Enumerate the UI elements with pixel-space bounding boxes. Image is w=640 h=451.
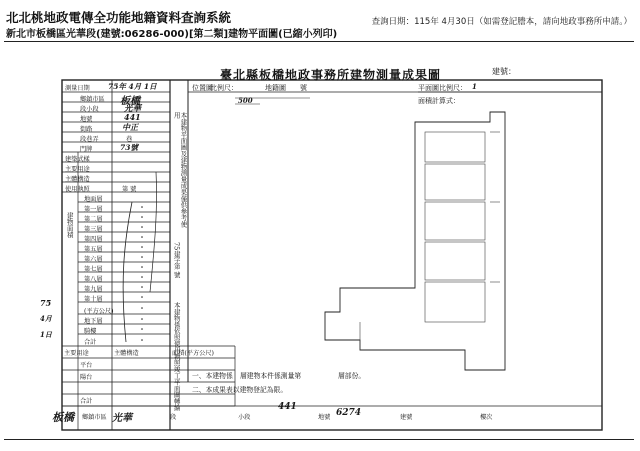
- document-title: 臺北縣板橋地政事務所建物測量成果圖: [220, 68, 442, 82]
- vertical-note-1: 本建物平面圖及建物測量成果僅供參考使用: [172, 112, 188, 228]
- floor-1: 第一層: [84, 206, 103, 213]
- bottom-section-label: 段: [170, 414, 177, 421]
- header-divider: [4, 41, 634, 42]
- number-label: 號: [300, 84, 307, 92]
- plan-linework: [60, 52, 605, 437]
- floors-section-label: 建物面積: [65, 212, 74, 238]
- table-value-district: 板橋: [120, 96, 140, 107]
- floor-10: 第十層: [84, 296, 103, 303]
- bottom-floor-label: 樓次: [480, 414, 493, 421]
- table-value-lot: 441: [124, 112, 141, 122]
- bottom-row-total: 合計: [80, 398, 93, 405]
- floor-5: 第五層: [84, 246, 103, 253]
- doc-number-label: 建號：: [492, 67, 516, 76]
- sub-usage-label: 主要用途: [64, 350, 89, 357]
- table-label-section: 段小段: [80, 106, 99, 113]
- table-label-usage: 主要用途: [65, 166, 90, 173]
- floor-arcade: 騎樓: [84, 328, 97, 335]
- area-calculation-label: 面積計算式：: [418, 97, 460, 105]
- table-value-lane: 巷: [126, 136, 133, 143]
- sub-structure-label: 主體構造: [114, 350, 139, 357]
- sub-area-label: 面積(平方公尺): [172, 350, 214, 357]
- bottom-building-number-label: 建號: [400, 414, 413, 421]
- table-label-lane: 段巷弄: [80, 136, 99, 143]
- floor-2: 第二層: [84, 216, 103, 223]
- building-plan-document: [40, 52, 605, 437]
- table-value-section: 光華: [124, 104, 142, 114]
- floor-plan-scale-label: 平面圖比例尺：: [418, 84, 467, 92]
- floor-6: 第六層: [84, 256, 103, 263]
- document-subtitle: 新北市板橋區光華段(建號:06286-000)[第二類]建物平面圖(已縮小列印): [6, 29, 338, 40]
- table-label-structure: 主體構造: [65, 176, 90, 183]
- plan-note-2: 層建物本件係測量第: [240, 372, 302, 380]
- ink-mark-day: 1日: [40, 330, 52, 339]
- page-title: 北北桃地政電傳全功能地籍資料查詢系統: [6, 10, 232, 25]
- floor-8: 第八層: [84, 276, 103, 283]
- bottom-row-platform: 平台: [80, 362, 93, 369]
- floor-plan-scale-value: 1: [472, 82, 477, 91]
- plan-note-3: 層部份。: [338, 372, 366, 380]
- ink-mark-year: 75: [40, 298, 52, 308]
- cadastral-map-label: 地籍圖: [265, 84, 286, 92]
- table-label-street: 街路: [80, 126, 93, 133]
- table-label-permit: 使用執照: [65, 186, 90, 193]
- location-map-label: 位置圖: [192, 84, 213, 92]
- table-label-door: 門牌: [80, 146, 93, 153]
- floor-3: 第三層: [84, 226, 103, 233]
- table-value-permit: 第 號: [122, 186, 137, 193]
- scale-label: 比例尺：: [210, 84, 238, 92]
- table-label-lot: 地號: [80, 116, 93, 123]
- floor-7: 第七層: [84, 266, 103, 273]
- scale-denominator: 500: [238, 96, 253, 105]
- footer-divider: [4, 439, 634, 440]
- floor-4: 第四層: [84, 236, 103, 243]
- table-value-street: 中正: [122, 122, 138, 132]
- plan-note-1: 一、本建物係: [192, 372, 233, 380]
- floor-9: 第九層: [84, 286, 103, 293]
- bottom-subsection-label: 小段: [238, 414, 251, 421]
- bottom-building-number-value: 6274: [336, 408, 362, 418]
- bottom-city-label: 鄉鎮市區: [82, 414, 107, 421]
- query-date: 查詢日期：115年 4月30日（如需登記謄本，請向地政事務所申請。）: [371, 17, 632, 27]
- table-label-style: 建築式樣: [65, 156, 90, 163]
- ink-mark-month: 4月: [40, 314, 52, 323]
- survey-date-label: 測量日期: [65, 85, 90, 92]
- floor-total: 合計: [84, 339, 97, 346]
- area-unit-label: (平方公尺): [84, 308, 114, 315]
- floor-ground: 地面層: [84, 196, 103, 203]
- table-label-district: 鄉鎮市區: [80, 96, 105, 103]
- table-value-door: 73號: [120, 143, 138, 152]
- plan-note-4: 二、本成果表以建物登記為限。: [192, 386, 288, 394]
- bottom-city-value: 板橋: [52, 411, 74, 424]
- vertical-note-2: 75建字第 號: [172, 242, 181, 278]
- bottom-lot-label: 地號: [318, 414, 331, 421]
- vertical-note-3: 本建物係依照使用執照竣工平面圖轉繪: [172, 302, 181, 411]
- bottom-row-balcony: 陽台: [80, 374, 93, 381]
- floor-basement: 地下層: [84, 318, 103, 325]
- bottom-lot-value: 441: [278, 402, 297, 412]
- survey-date-value: 75年 4月 1日: [108, 82, 157, 91]
- bottom-section-value: 光華: [112, 413, 132, 424]
